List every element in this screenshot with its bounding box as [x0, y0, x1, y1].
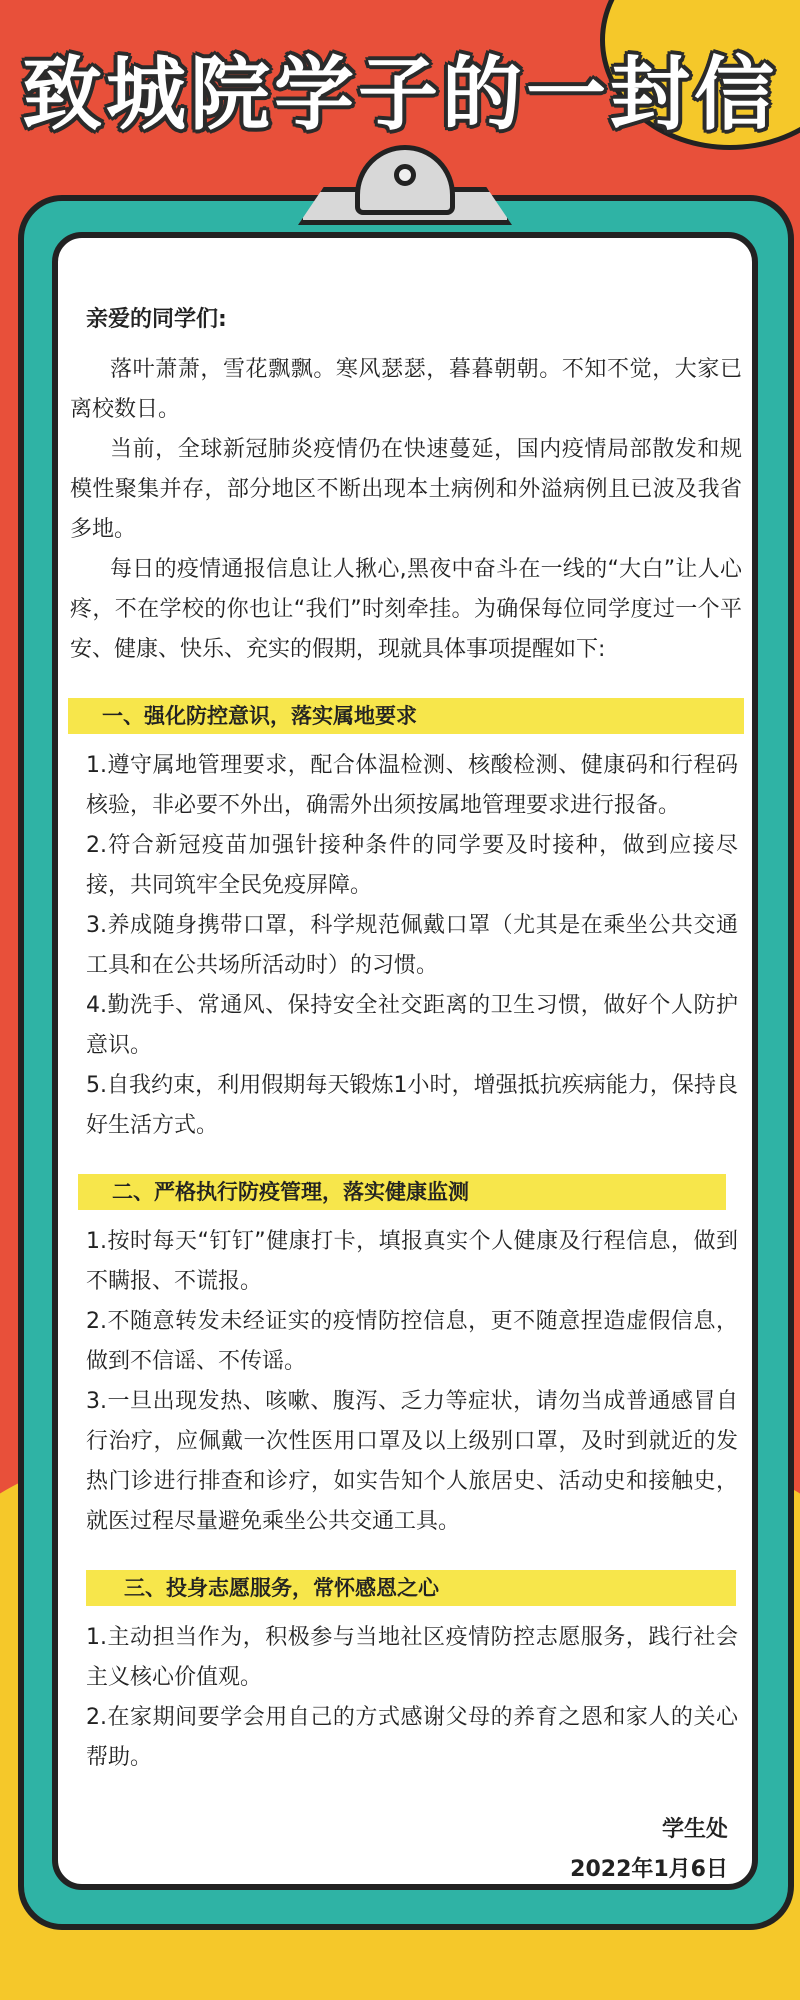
section-heading: 二、严格执行防疫管理，落实健康监测: [78, 1174, 726, 1210]
intro-paragraph: 每日的疫情通报信息让人揪心,黑夜中奋斗在一线的“大白”让人心疼，不在学校的你也让“我们”时刻牵挂。为确保每位同学度过一个平安、健康、快乐、充实的假期，现就具体事项提醒如下:: [70, 557, 742, 662]
letter-content: [70, 300, 742, 1778]
clip-hole: [394, 164, 416, 186]
clip-top: [355, 145, 455, 215]
greeting: 亲爱的同学们:: [86, 307, 227, 332]
list-item: 2.不随意转发未经证实的疫情防控信息，更不随意捏造虚假信息，做到不信谣、不传谣。: [86, 1309, 738, 1374]
list-item: 3.养成随身携带口罩，科学规范佩戴口罩（尤其是在乘坐公共交通工具和在公共场所活动时）的习惯。: [86, 913, 738, 978]
list-item: 1.遵守属地管理要求，配合体温检测、核酸检测、健康码和行程码核验，非必要不外出，确需外出须按属地管理要求进行报备。: [86, 753, 738, 818]
list-item: 2.在家期间要学会用自己的方式感谢父母的养育之恩和家人的关心帮助。: [86, 1705, 738, 1770]
intro-paragraph: 当前，全球新冠肺炎疫情仍在快速蔓延，国内疫情局部散发和规模性聚集并存，部分地区不断出现本土病例和外溢病例且已波及我省多地。: [70, 437, 742, 542]
list-item: 1.主动担当作为，积极参与当地社区疫情防控志愿服务，践行社会主义核心价值观。: [86, 1625, 738, 1690]
clipboard-clip-icon: [298, 145, 512, 225]
section-heading: 三、投身志愿服务，常怀感恩之心: [86, 1570, 736, 1606]
list-item: 2.符合新冠疫苗加强针接种条件的同学要及时接种，做到应接尽接，共同筑牢全民免疫屏障。: [86, 833, 738, 898]
signature: [570, 1810, 728, 1890]
list-item: 5.自我约束，利用假期每天锻炼1小时，增强抵抗疾病能力，保持良好生活方式。: [86, 1073, 738, 1138]
section-heading: 一、强化防控意识，落实属地要求: [68, 698, 744, 734]
signature-department: 学生处: [661, 1817, 728, 1842]
page-title: 致城院学子的一封信: [22, 48, 778, 141]
list-item: 4.勤洗手、常通风、保持安全社交距离的卫生习惯，做好个人防护意识。: [86, 993, 738, 1058]
signature-date: 2022年1月6日: [570, 1857, 728, 1882]
list-item: 3.一旦出现发热、咳嗽、腹泻、乏力等症状，请勿当成普通感冒自行治疗，应佩戴一次性医用口罩及以上级别口罩，及时到就近的发热门诊进行排查和诊疗，如实告知个人旅居史、活动史和接触史，就医过程尽量避免乘坐公共交通工具。: [86, 1389, 738, 1534]
list-item: 1.按时每天“钉钉”健康打卡，填报真实个人健康及行程信息，做到不瞒报、不谎报。: [86, 1229, 738, 1294]
intro-paragraph: 落叶萧萧，雪花飘飘。寒风瑟瑟，暮暮朝朝。不知不觉，大家已离校数日。: [70, 357, 742, 422]
